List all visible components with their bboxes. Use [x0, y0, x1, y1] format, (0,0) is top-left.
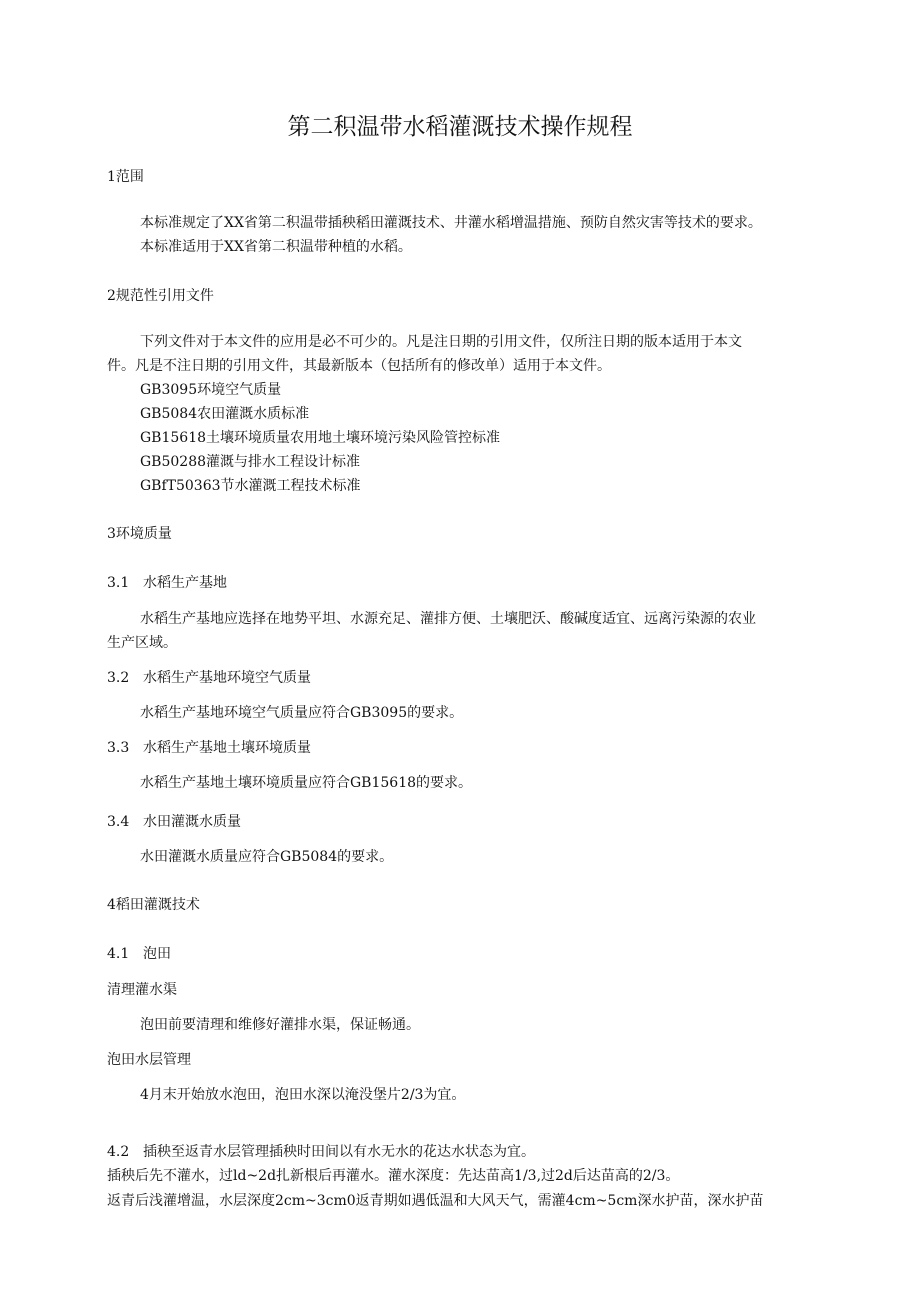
reference-item: GB5084农田灌溉水质标准: [140, 406, 310, 422]
subsection-4-2-text-line-1: 插秧后先不灌水，过ld~2d扎新根后再灌水。灌水深度：先达苗高1/3,过2d后达苗高的2/3。: [107, 1168, 680, 1184]
subsection-3-4-number: 3.4: [107, 814, 130, 830]
item-title-clean-channels: 清理灌水渠: [107, 982, 177, 998]
subsection-3-1-number: 3.1: [107, 575, 130, 591]
reference-item: GB3095环境空气质量: [140, 382, 282, 398]
subsection-4-2-title: 插秧至返青水层管理插秧时田间以有水无水的花达水状态为宜。: [143, 1144, 535, 1160]
subsection-3-1-text-line-1: 水稻生产基地应选择在地势平坦、水源充足、灌排方便、土壤肥沃、酸碱度适宜、远离污染源的农业: [140, 611, 756, 627]
subsection-3-3-text: 水稻生产基地土壤环境质量应符合GB15618的要求。: [140, 775, 473, 791]
subsection-3-3-number: 3.3: [107, 740, 130, 756]
subsection-3-4-title: 水田灌溉水质量: [143, 814, 241, 830]
section-1-paragraph-2: 本标准适用于XX省第二积温带种植的水稻。: [140, 239, 412, 255]
item-title-water-layer: 泡田水层管理: [107, 1052, 191, 1068]
section-3-heading: 3环境质量: [107, 526, 172, 542]
section-1-heading: 1范围: [107, 169, 144, 185]
subsection-3-2-text: 水稻生产基地环境空气质量应符合GB3095的要求。: [140, 705, 464, 721]
item-text-water-layer: 4月末开始放水泡田，泡田水深以淹没堡片2/3为宜。: [140, 1087, 466, 1103]
subsection-3-1-title: 水稻生产基地: [143, 575, 227, 591]
subsection-3-2-number: 3.2: [107, 670, 130, 686]
subsection-4-1-title: 泡田: [143, 946, 171, 962]
document-title: 第二积温带水稻灌溉技术操作规程: [287, 114, 633, 140]
section-1-paragraph-1: 本标准规定了XX省第二积温带插秧稻田灌溉技术、井灌水稻增温措施、预防自然灾害等技术的要求。: [140, 215, 762, 231]
subsection-4-2-number: 4.2: [107, 1144, 130, 1160]
section-2-paragraph-line-1: 下列文件对于本文件的应用是必不可少的。凡是注日期的引用文件，仅所注日期的版本适用于本文: [140, 334, 742, 350]
reference-item: GB15618土壤环境质量农用地土壤环境污染风险管控标准: [140, 430, 501, 446]
subsection-3-2-title: 水稻生产基地环境空气质量: [143, 670, 311, 686]
section-4-heading: 4稻田灌溉技术: [107, 897, 200, 913]
subsection-3-3-title: 水稻生产基地土壤环境质量: [143, 740, 311, 756]
subsection-4-1-number: 4.1: [107, 946, 130, 962]
subsection-3-4-text: 水田灌溉水质量应符合GB5084的要求。: [140, 849, 394, 865]
item-text-clean-channels: 泡田前要清理和维修好灌排水渠，保证畅通。: [140, 1017, 420, 1033]
reference-item: GBfT50363节水灌溉工程技术标准: [140, 478, 361, 494]
section-2-heading: 2规范性引用文件: [107, 288, 214, 304]
section-2-paragraph-line-2: 件。凡是不注日期的引用文件，其最新版本（包括所有的修改单）适用于本文件。: [107, 358, 611, 374]
subsection-3-1-text-line-2: 生产区域。: [107, 635, 177, 651]
reference-item: GB50288灌溉与排水工程设计标准: [140, 454, 361, 470]
subsection-4-2-text-line-2: 返青后浅灌增温，水层深度2cm~3cm0返青期如遇低温和大风天气，需灌4cm~5cm深水护苗，深水护苗: [107, 1193, 764, 1209]
